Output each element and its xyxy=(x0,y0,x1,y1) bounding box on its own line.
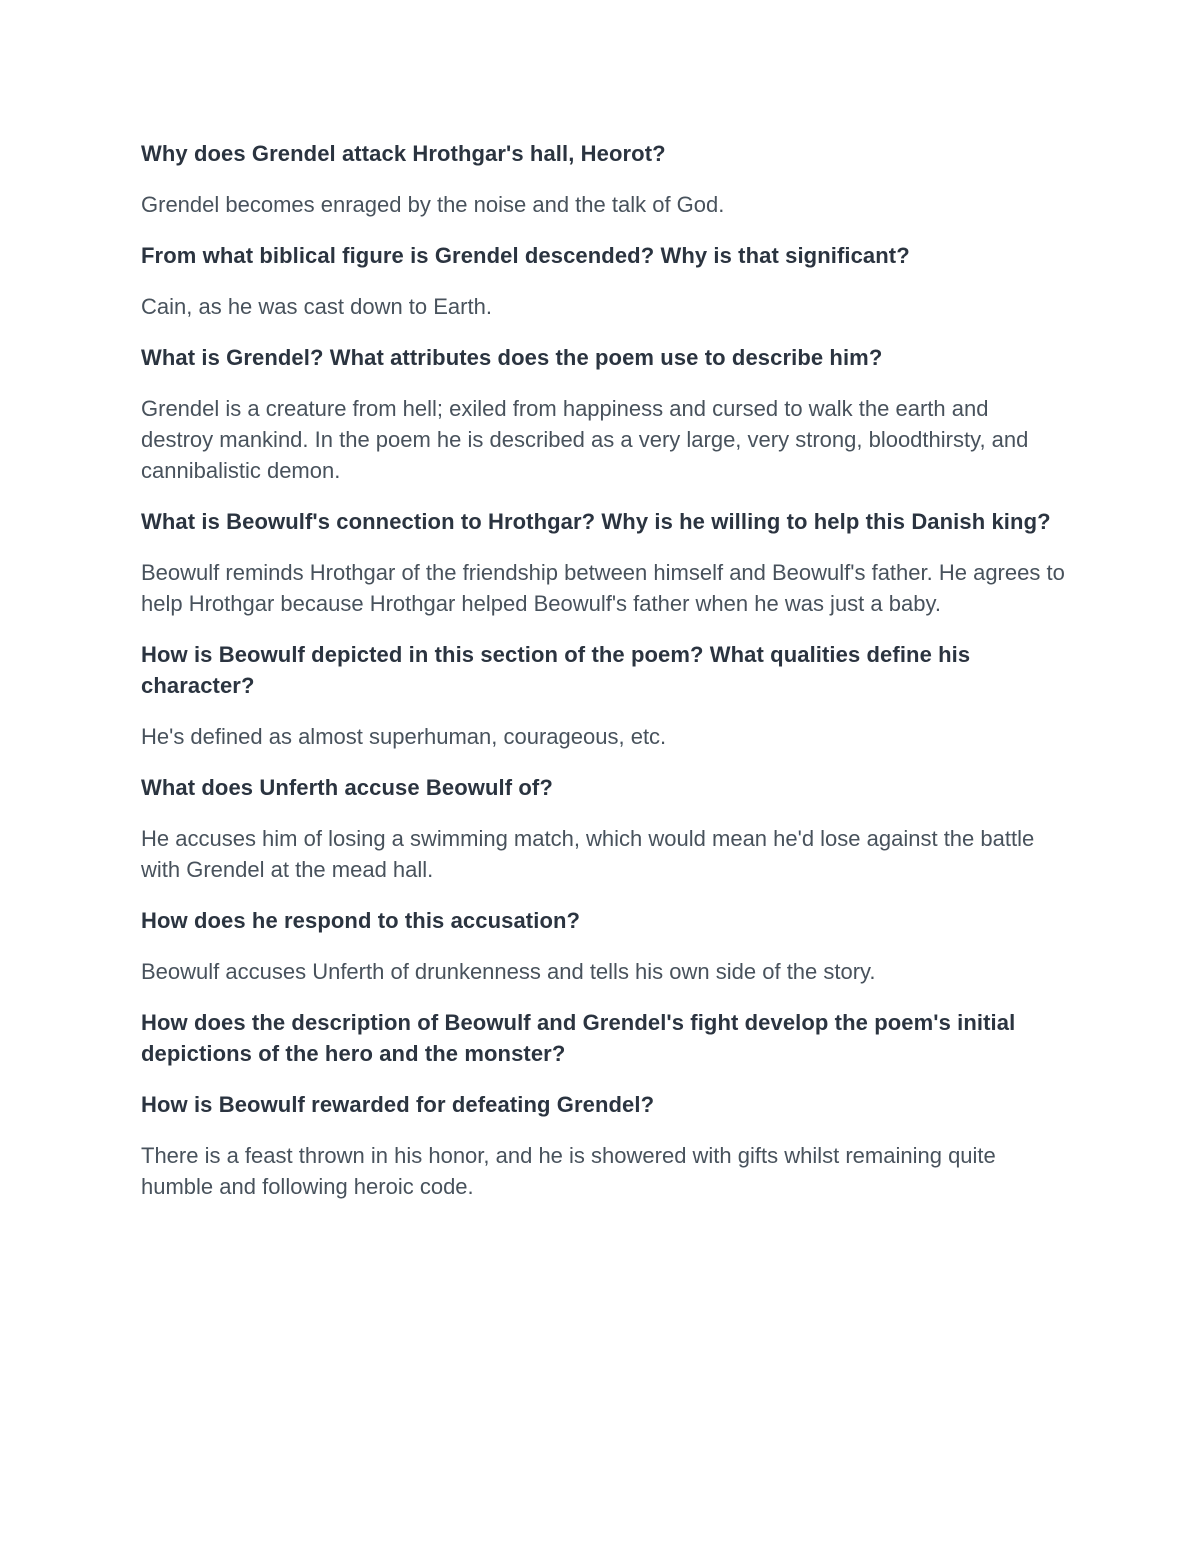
answer-text: Beowulf reminds Hrothgar of the friendship between himself and Beowulf's father. He agrees to help Hrothgar because Hrothgar helped Beowulf's father when he was just a baby. xyxy=(141,560,1065,616)
qa-item xyxy=(141,772,1066,885)
qa-item xyxy=(141,138,1066,220)
question-heading: How is Beowulf depicted in this section of the poem? What qualities define his character? xyxy=(141,642,971,698)
answer-text: Grendel becomes enraged by the noise and the talk of God. xyxy=(141,192,725,217)
qa-item xyxy=(141,1089,1066,1202)
answer-text: Grendel is a creature from hell; exiled from happiness and cursed to walk the earth and destroy mankind. In the poem he is described as a very large, very strong, bloodthirsty, and cannibalistic demon. xyxy=(141,396,1029,483)
qa-item xyxy=(141,639,1066,752)
answer-text: Cain, as he was cast down to Earth. xyxy=(141,294,492,319)
answer-text: He's defined as almost superhuman, courageous, etc. xyxy=(141,724,667,749)
answer-text: He accuses him of losing a swimming match, which would mean he'd lose against the battle with Grendel at the mead hall. xyxy=(141,826,1035,882)
question-heading: From what biblical figure is Grendel descended? Why is that significant? xyxy=(141,243,910,268)
document-page xyxy=(141,138,1066,1222)
question-heading: Why does Grendel attack Hrothgar's hall, Heorot? xyxy=(141,141,666,166)
question-heading: What does Unferth accuse Beowulf of? xyxy=(141,775,553,800)
question-heading: How does he respond to this accusation? xyxy=(141,908,581,933)
question-heading: How does the description of Beowulf and Grendel's fight develop the poem's initial depictions of the hero and the monster? xyxy=(141,1010,1016,1066)
qa-item xyxy=(141,342,1066,486)
answer-text: There is a feast thrown in his honor, and he is showered with gifts whilst remaining quite humble and following heroic code. xyxy=(141,1143,996,1199)
qa-item xyxy=(141,1007,1066,1069)
answer-text: Beowulf accuses Unferth of drunkenness and tells his own side of the story. xyxy=(141,959,876,984)
qa-item xyxy=(141,506,1066,619)
qa-item xyxy=(141,240,1066,322)
question-heading: What is Beowulf's connection to Hrothgar? Why is he willing to help this Danish king? xyxy=(141,509,1051,534)
question-heading: How is Beowulf rewarded for defeating Grendel? xyxy=(141,1092,655,1117)
qa-item xyxy=(141,905,1066,987)
question-heading: What is Grendel? What attributes does the poem use to describe him? xyxy=(141,345,883,370)
